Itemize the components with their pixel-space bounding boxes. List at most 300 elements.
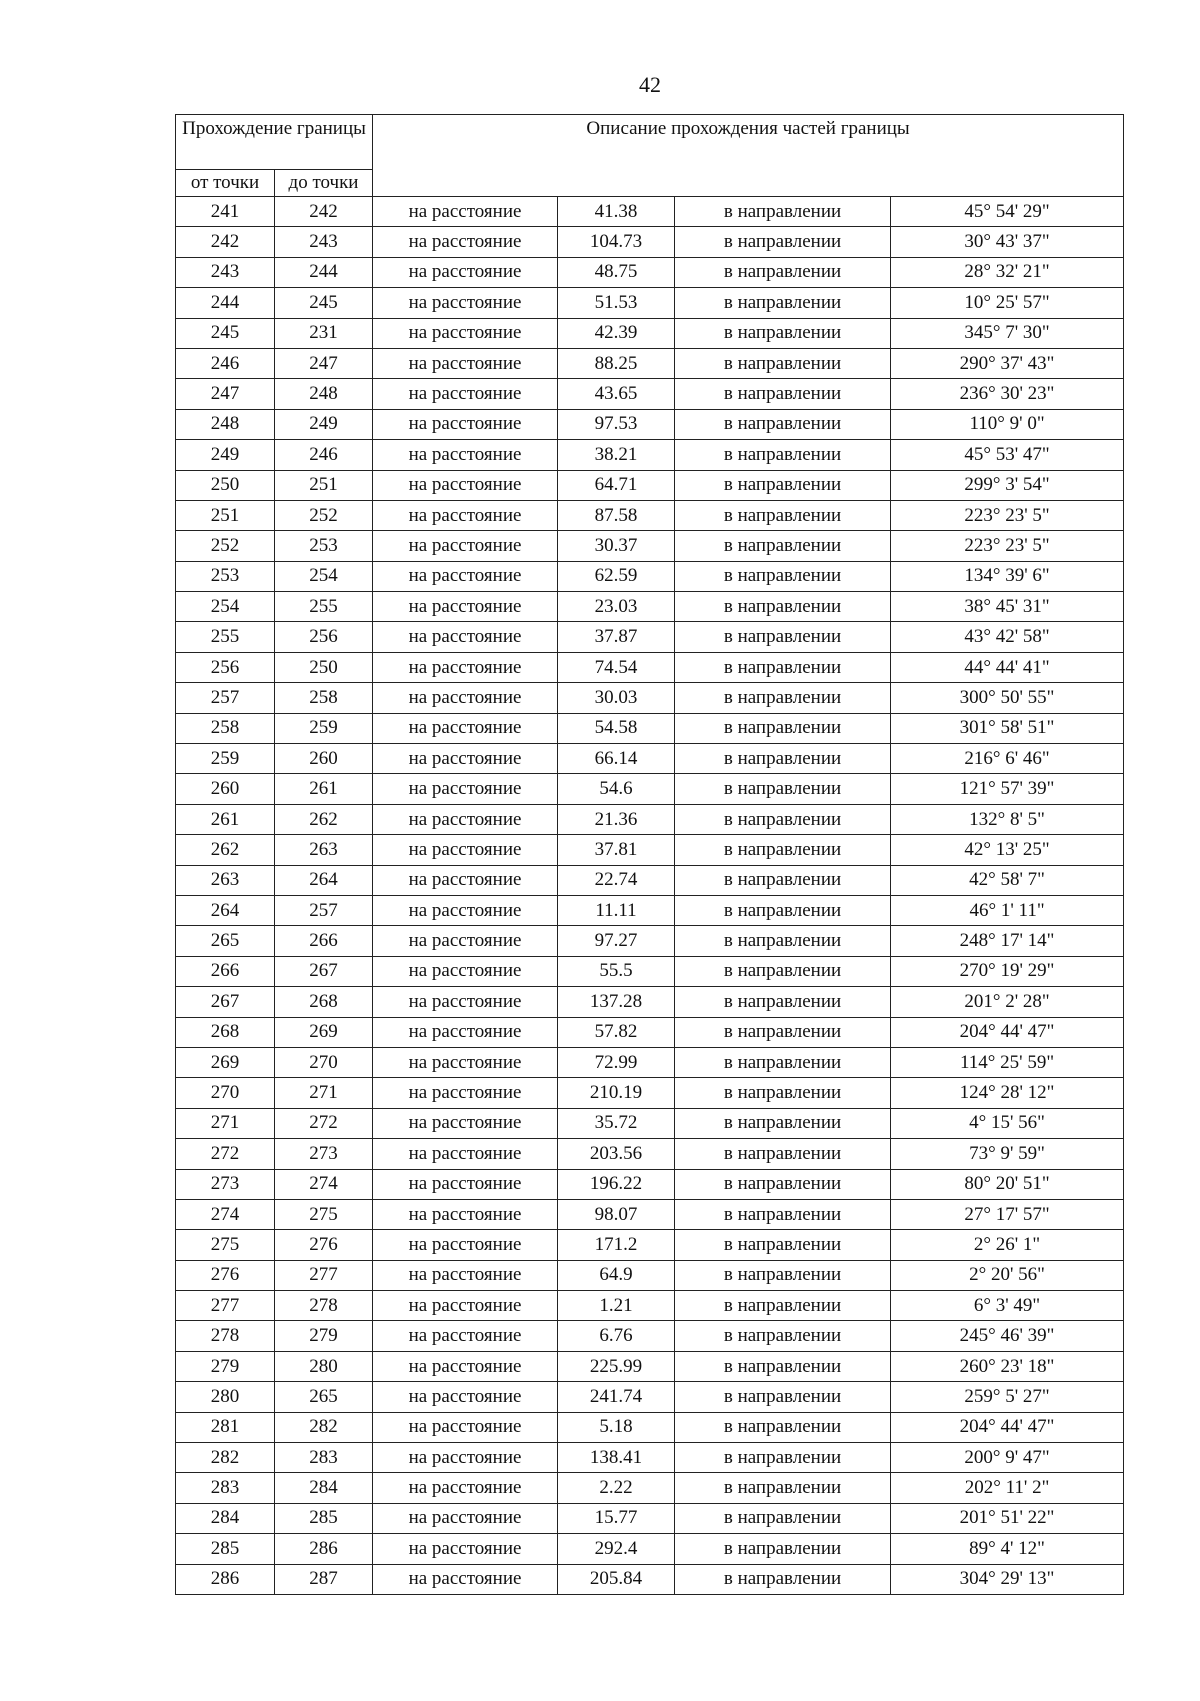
cell-direction-angle: 290° 37' 43": [891, 348, 1124, 378]
cell-distance-value: 15.77: [558, 1503, 675, 1533]
cell-to-point: 258: [275, 683, 373, 713]
cell-from-point: 242: [176, 227, 275, 257]
cell-distance-label: на расстояние: [373, 895, 558, 925]
cell-direction-label: в направлении: [675, 1169, 891, 1199]
cell-distance-value: 42.39: [558, 318, 675, 348]
table-row: [176, 500, 1124, 530]
table-row: [176, 835, 1124, 865]
cell-distance-value: 66.14: [558, 744, 675, 774]
cell-to-point: 264: [275, 865, 373, 895]
table-row: [176, 1230, 1124, 1260]
cell-direction-label: в направлении: [675, 1503, 891, 1533]
cell-direction-label: в направлении: [675, 1291, 891, 1321]
cell-to-point: 285: [275, 1503, 373, 1533]
cell-to-point: 262: [275, 804, 373, 834]
cell-distance-label: на расстояние: [373, 804, 558, 834]
cell-direction-label: в направлении: [675, 683, 891, 713]
cell-direction-label: в направлении: [675, 1351, 891, 1381]
table-row: [176, 652, 1124, 682]
cell-from-point: 269: [176, 1047, 275, 1077]
cell-direction-angle: 201° 2' 28": [891, 987, 1124, 1017]
table-row: [176, 470, 1124, 500]
cell-direction-angle: 204° 44' 47": [891, 1017, 1124, 1047]
cell-from-point: 255: [176, 622, 275, 652]
table-row: [176, 288, 1124, 318]
cell-to-point: 256: [275, 622, 373, 652]
cell-distance-value: 225.99: [558, 1351, 675, 1381]
cell-direction-angle: 270° 19' 29": [891, 956, 1124, 986]
cell-direction-label: в направлении: [675, 561, 891, 591]
cell-direction-label: в направлении: [675, 804, 891, 834]
cell-distance-value: 21.36: [558, 804, 675, 834]
table-row: [176, 440, 1124, 470]
cell-direction-angle: 45° 54' 29": [891, 197, 1124, 227]
cell-direction-angle: 28° 32' 21": [891, 257, 1124, 287]
table-row: [176, 895, 1124, 925]
cell-to-point: 287: [275, 1564, 373, 1594]
cell-direction-angle: 204° 44' 47": [891, 1412, 1124, 1442]
cell-from-point: 277: [176, 1291, 275, 1321]
cell-direction-label: в направлении: [675, 348, 891, 378]
table-row: [176, 592, 1124, 622]
cell-direction-angle: 80° 20' 51": [891, 1169, 1124, 1199]
cell-from-point: 276: [176, 1260, 275, 1290]
cell-to-point: 254: [275, 561, 373, 591]
cell-to-point: 245: [275, 288, 373, 318]
cell-distance-label: на расстояние: [373, 1230, 558, 1260]
cell-direction-angle: 259° 5' 27": [891, 1382, 1124, 1412]
cell-to-point: 276: [275, 1230, 373, 1260]
cell-from-point: 281: [176, 1412, 275, 1442]
cell-direction-angle: 299° 3' 54": [891, 470, 1124, 500]
cell-direction-label: в направлении: [675, 926, 891, 956]
cell-direction-label: в направлении: [675, 713, 891, 743]
cell-direction-angle: 201° 51' 22": [891, 1503, 1124, 1533]
table-row: [176, 348, 1124, 378]
cell-distance-label: на расстояние: [373, 1534, 558, 1564]
cell-from-point: 264: [176, 895, 275, 925]
cell-from-point: 241: [176, 197, 275, 227]
cell-from-point: 271: [176, 1108, 275, 1138]
table-body: [176, 197, 1124, 1595]
cell-distance-label: на расстояние: [373, 1473, 558, 1503]
cell-direction-angle: 202° 11' 2": [891, 1473, 1124, 1503]
cell-distance-label: на расстояние: [373, 470, 558, 500]
cell-direction-label: в направлении: [675, 409, 891, 439]
cell-distance-value: 51.53: [558, 288, 675, 318]
cell-direction-angle: 44° 44' 41": [891, 652, 1124, 682]
cell-direction-angle: 121° 57' 39": [891, 774, 1124, 804]
cell-distance-label: на расстояние: [373, 1321, 558, 1351]
cell-distance-value: 171.2: [558, 1230, 675, 1260]
table-row: [176, 1351, 1124, 1381]
cell-distance-value: 104.73: [558, 227, 675, 257]
cell-to-point: 273: [275, 1139, 373, 1169]
cell-distance-label: на расстояние: [373, 1503, 558, 1533]
cell-direction-angle: 10° 25' 57": [891, 288, 1124, 318]
cell-from-point: 279: [176, 1351, 275, 1381]
cell-from-point: 248: [176, 409, 275, 439]
cell-distance-label: на расстояние: [373, 1291, 558, 1321]
cell-direction-angle: 6° 3' 49": [891, 1291, 1124, 1321]
cell-direction-label: в направлении: [675, 1382, 891, 1412]
table-row: [176, 1199, 1124, 1229]
cell-direction-label: в направлении: [675, 1473, 891, 1503]
cell-distance-value: 30.37: [558, 531, 675, 561]
cell-direction-angle: 245° 46' 39": [891, 1321, 1124, 1351]
cell-distance-label: на расстояние: [373, 622, 558, 652]
cell-direction-angle: 345° 7' 30": [891, 318, 1124, 348]
cell-distance-value: 138.41: [558, 1443, 675, 1473]
cell-distance-value: 23.03: [558, 592, 675, 622]
cell-from-point: 268: [176, 1017, 275, 1047]
cell-from-point: 286: [176, 1564, 275, 1594]
cell-to-point: 268: [275, 987, 373, 1017]
table-row: [176, 987, 1124, 1017]
cell-direction-angle: 223° 23' 5": [891, 531, 1124, 561]
cell-direction-label: в направлении: [675, 500, 891, 530]
cell-distance-value: 5.18: [558, 1412, 675, 1442]
cell-direction-label: в направлении: [675, 1078, 891, 1108]
cell-distance-value: 210.19: [558, 1078, 675, 1108]
cell-direction-angle: 73° 9' 59": [891, 1139, 1124, 1169]
cell-direction-angle: 45° 53' 47": [891, 440, 1124, 470]
cell-distance-value: 41.38: [558, 197, 675, 227]
cell-from-point: 280: [176, 1382, 275, 1412]
cell-from-point: 263: [176, 865, 275, 895]
cell-distance-value: 137.28: [558, 987, 675, 1017]
cell-from-point: 274: [176, 1199, 275, 1229]
cell-distance-label: на расстояние: [373, 652, 558, 682]
cell-to-point: 282: [275, 1412, 373, 1442]
cell-direction-label: в направлении: [675, 835, 891, 865]
cell-distance-value: 97.53: [558, 409, 675, 439]
cell-direction-angle: 4° 15' 56": [891, 1108, 1124, 1138]
cell-to-point: 246: [275, 440, 373, 470]
table-row: [176, 865, 1124, 895]
table-row: [176, 622, 1124, 652]
cell-distance-label: на расстояние: [373, 956, 558, 986]
cell-distance-value: 54.58: [558, 713, 675, 743]
cell-direction-label: в направлении: [675, 440, 891, 470]
cell-from-point: 247: [176, 379, 275, 409]
cell-direction-label: в направлении: [675, 470, 891, 500]
cell-distance-value: 2.22: [558, 1473, 675, 1503]
table-row: [176, 318, 1124, 348]
cell-to-point: 242: [275, 197, 373, 227]
cell-to-point: 266: [275, 926, 373, 956]
cell-to-point: 269: [275, 1017, 373, 1047]
cell-distance-label: на расстояние: [373, 1443, 558, 1473]
table-row: [176, 257, 1124, 287]
cell-to-point: 248: [275, 379, 373, 409]
cell-from-point: 272: [176, 1139, 275, 1169]
cell-distance-label: на расстояние: [373, 713, 558, 743]
cell-distance-value: 11.11: [558, 895, 675, 925]
cell-direction-label: в направлении: [675, 257, 891, 287]
table-row: [176, 1078, 1124, 1108]
cell-direction-angle: 2° 26' 1": [891, 1230, 1124, 1260]
table-row: [176, 1169, 1124, 1199]
cell-distance-label: на расстояние: [373, 774, 558, 804]
cell-to-point: 271: [275, 1078, 373, 1108]
cell-from-point: 256: [176, 652, 275, 682]
cell-direction-angle: 248° 17' 14": [891, 926, 1124, 956]
cell-direction-label: в направлении: [675, 895, 891, 925]
cell-distance-value: 38.21: [558, 440, 675, 470]
cell-from-point: 246: [176, 348, 275, 378]
cell-to-point: 263: [275, 835, 373, 865]
cell-direction-label: в направлении: [675, 1199, 891, 1229]
cell-to-point: 265: [275, 1382, 373, 1412]
cell-direction-label: в направлении: [675, 744, 891, 774]
cell-distance-label: на расстояние: [373, 926, 558, 956]
cell-distance-label: на расстояние: [373, 865, 558, 895]
cell-distance-value: 48.75: [558, 257, 675, 287]
cell-distance-label: на расстояние: [373, 227, 558, 257]
cell-direction-label: в направлении: [675, 1230, 891, 1260]
table-row: [176, 804, 1124, 834]
cell-distance-value: 22.74: [558, 865, 675, 895]
cell-to-point: 260: [275, 744, 373, 774]
header-from-point: от точки: [176, 170, 275, 197]
cell-from-point: 283: [176, 1473, 275, 1503]
cell-distance-label: на расстояние: [373, 1564, 558, 1594]
cell-distance-label: на расстояние: [373, 288, 558, 318]
cell-to-point: 277: [275, 1260, 373, 1290]
cell-to-point: 275: [275, 1199, 373, 1229]
cell-distance-value: 88.25: [558, 348, 675, 378]
cell-direction-label: в направлении: [675, 987, 891, 1017]
table-row: [176, 1534, 1124, 1564]
cell-distance-value: 98.07: [558, 1199, 675, 1229]
cell-direction-label: в направлении: [675, 288, 891, 318]
table-row: [176, 744, 1124, 774]
table-row: [176, 1108, 1124, 1138]
cell-to-point: 270: [275, 1047, 373, 1077]
table-header: [176, 115, 1124, 197]
cell-distance-value: 54.6: [558, 774, 675, 804]
cell-distance-label: на расстояние: [373, 1351, 558, 1381]
cell-from-point: 260: [176, 774, 275, 804]
cell-distance-label: на расстояние: [373, 409, 558, 439]
table-row: [176, 531, 1124, 561]
cell-to-point: 261: [275, 774, 373, 804]
boundary-table: [175, 114, 1124, 1595]
cell-from-point: 254: [176, 592, 275, 622]
cell-direction-angle: 38° 45' 31": [891, 592, 1124, 622]
cell-direction-angle: 43° 42' 58": [891, 622, 1124, 652]
cell-from-point: 275: [176, 1230, 275, 1260]
cell-distance-label: на расстояние: [373, 1199, 558, 1229]
cell-direction-angle: 114° 25' 59": [891, 1047, 1124, 1077]
cell-distance-label: на расстояние: [373, 257, 558, 287]
cell-distance-label: на расстояние: [373, 1047, 558, 1077]
cell-distance-label: на расстояние: [373, 1108, 558, 1138]
table-row: [176, 1321, 1124, 1351]
table-row: [176, 1412, 1124, 1442]
cell-direction-label: в направлении: [675, 592, 891, 622]
table-row: [176, 197, 1124, 227]
cell-distance-label: на расстояние: [373, 1412, 558, 1442]
table-row: [176, 1047, 1124, 1077]
cell-direction-angle: 216° 6' 46": [891, 744, 1124, 774]
cell-from-point: 257: [176, 683, 275, 713]
cell-direction-label: в направлении: [675, 1017, 891, 1047]
cell-direction-label: в направлении: [675, 865, 891, 895]
cell-direction-angle: 30° 43' 37": [891, 227, 1124, 257]
cell-from-point: 253: [176, 561, 275, 591]
cell-direction-angle: 300° 50' 55": [891, 683, 1124, 713]
table-row: [176, 1382, 1124, 1412]
cell-distance-value: 74.54: [558, 652, 675, 682]
table-row: [176, 1260, 1124, 1290]
cell-distance-value: 35.72: [558, 1108, 675, 1138]
cell-direction-label: в направлении: [675, 1443, 891, 1473]
cell-direction-label: в направлении: [675, 652, 891, 682]
cell-to-point: 274: [275, 1169, 373, 1199]
cell-direction-angle: 42° 58' 7": [891, 865, 1124, 895]
cell-to-point: 243: [275, 227, 373, 257]
table-row: [176, 1443, 1124, 1473]
cell-from-point: 265: [176, 926, 275, 956]
cell-to-point: 249: [275, 409, 373, 439]
cell-to-point: 272: [275, 1108, 373, 1138]
cell-distance-value: 64.9: [558, 1260, 675, 1290]
cell-direction-label: в направлении: [675, 1047, 891, 1077]
cell-to-point: 284: [275, 1473, 373, 1503]
cell-from-point: 251: [176, 500, 275, 530]
table-row: [176, 926, 1124, 956]
table-row: [176, 1473, 1124, 1503]
cell-from-point: 267: [176, 987, 275, 1017]
cell-direction-label: в направлении: [675, 956, 891, 986]
table-row: [176, 379, 1124, 409]
cell-distance-value: 6.76: [558, 1321, 675, 1351]
cell-direction-angle: 260° 23' 18": [891, 1351, 1124, 1381]
cell-from-point: 282: [176, 1443, 275, 1473]
cell-distance-value: 37.81: [558, 835, 675, 865]
cell-distance-value: 205.84: [558, 1564, 675, 1594]
cell-to-point: 257: [275, 895, 373, 925]
cell-direction-angle: 236° 30' 23": [891, 379, 1124, 409]
cell-from-point: 250: [176, 470, 275, 500]
cell-distance-label: на расстояние: [373, 197, 558, 227]
cell-from-point: 262: [176, 835, 275, 865]
cell-direction-label: в направлении: [675, 774, 891, 804]
cell-distance-label: на расстояние: [373, 744, 558, 774]
cell-to-point: 244: [275, 257, 373, 287]
cell-to-point: 267: [275, 956, 373, 986]
cell-to-point: 247: [275, 348, 373, 378]
cell-distance-value: 37.87: [558, 622, 675, 652]
table-row: [176, 561, 1124, 591]
cell-direction-label: в направлении: [675, 379, 891, 409]
cell-from-point: 258: [176, 713, 275, 743]
cell-direction-angle: 132° 8' 5": [891, 804, 1124, 834]
cell-direction-angle: 223° 23' 5": [891, 500, 1124, 530]
header-passage: Прохождение границы: [176, 115, 373, 170]
cell-from-point: 252: [176, 531, 275, 561]
cell-to-point: 231: [275, 318, 373, 348]
cell-distance-value: 62.59: [558, 561, 675, 591]
table-row: [176, 713, 1124, 743]
cell-distance-label: на расстояние: [373, 440, 558, 470]
cell-distance-value: 292.4: [558, 1534, 675, 1564]
table-row: [176, 683, 1124, 713]
cell-distance-label: на расстояние: [373, 592, 558, 622]
cell-from-point: 245: [176, 318, 275, 348]
cell-direction-angle: 301° 58' 51": [891, 713, 1124, 743]
table-row: [176, 1291, 1124, 1321]
cell-direction-angle: 134° 39' 6": [891, 561, 1124, 591]
cell-direction-label: в направлении: [675, 318, 891, 348]
cell-from-point: 243: [176, 257, 275, 287]
cell-direction-label: в направлении: [675, 1412, 891, 1442]
cell-distance-label: на расстояние: [373, 987, 558, 1017]
cell-from-point: 244: [176, 288, 275, 318]
cell-to-point: 253: [275, 531, 373, 561]
cell-from-point: 273: [176, 1169, 275, 1199]
cell-distance-value: 97.27: [558, 926, 675, 956]
cell-direction-label: в направлении: [675, 1139, 891, 1169]
table-row: [176, 956, 1124, 986]
cell-direction-label: в направлении: [675, 197, 891, 227]
cell-to-point: 250: [275, 652, 373, 682]
cell-direction-label: в направлении: [675, 622, 891, 652]
table-row: [176, 1017, 1124, 1047]
cell-direction-angle: 89° 4' 12": [891, 1534, 1124, 1564]
cell-distance-label: на расстояние: [373, 683, 558, 713]
cell-from-point: 261: [176, 804, 275, 834]
cell-to-point: 278: [275, 1291, 373, 1321]
cell-distance-value: 241.74: [558, 1382, 675, 1412]
cell-from-point: 249: [176, 440, 275, 470]
cell-distance-label: на расстояние: [373, 318, 558, 348]
cell-distance-value: 203.56: [558, 1139, 675, 1169]
cell-distance-label: на расстояние: [373, 1139, 558, 1169]
cell-to-point: 280: [275, 1351, 373, 1381]
header-to-point: до точки: [275, 170, 373, 197]
cell-direction-angle: 304° 29' 13": [891, 1564, 1124, 1594]
cell-distance-value: 64.71: [558, 470, 675, 500]
cell-to-point: 251: [275, 470, 373, 500]
cell-direction-angle: 124° 28' 12": [891, 1078, 1124, 1108]
cell-distance-label: на расстояние: [373, 531, 558, 561]
cell-to-point: 255: [275, 592, 373, 622]
cell-distance-value: 57.82: [558, 1017, 675, 1047]
cell-to-point: 286: [275, 1534, 373, 1564]
cell-to-point: 259: [275, 713, 373, 743]
cell-direction-angle: 110° 9' 0": [891, 409, 1124, 439]
cell-from-point: 259: [176, 744, 275, 774]
cell-to-point: 252: [275, 500, 373, 530]
cell-distance-label: на расстояние: [373, 1382, 558, 1412]
table-row: [176, 1564, 1124, 1594]
table-row: [176, 774, 1124, 804]
cell-distance-label: на расстояние: [373, 500, 558, 530]
cell-from-point: 285: [176, 1534, 275, 1564]
cell-from-point: 284: [176, 1503, 275, 1533]
cell-direction-label: в направлении: [675, 1108, 891, 1138]
cell-distance-value: 30.03: [558, 683, 675, 713]
cell-from-point: 266: [176, 956, 275, 986]
table-row: [176, 227, 1124, 257]
cell-direction-label: в направлении: [675, 1534, 891, 1564]
cell-distance-label: на расстояние: [373, 379, 558, 409]
cell-distance-label: на расстояние: [373, 561, 558, 591]
cell-direction-label: в направлении: [675, 227, 891, 257]
